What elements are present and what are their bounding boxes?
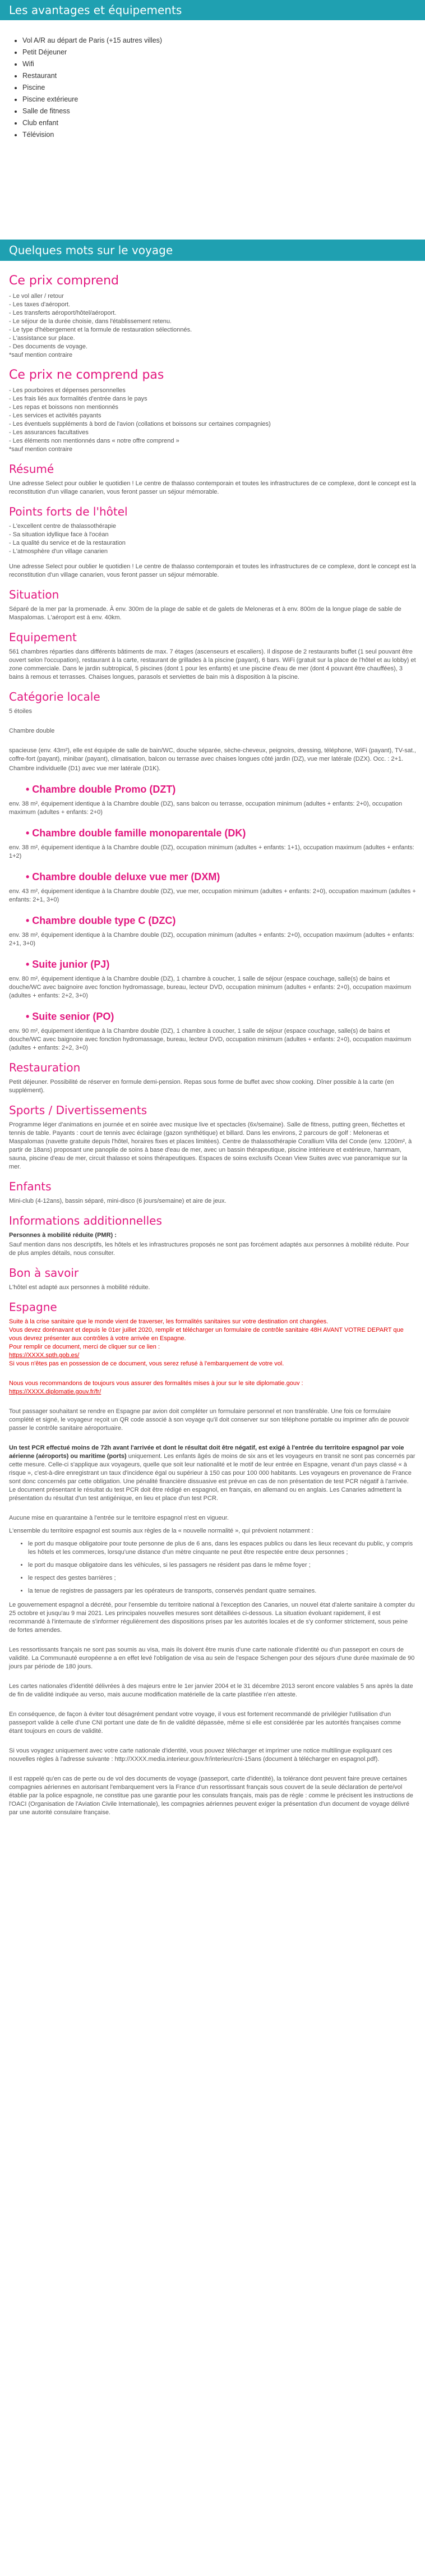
prix-ne-comprend-heading: Ce prix ne comprend pas — [9, 368, 164, 382]
advantages-banner: Les avantages et équipements — [0, 0, 425, 20]
pcr-rest: uniquement. Les enfants âgés de moins de six ans et les voyageurs en transit ne sont pas concernés par cette mesure. Celle-ci s'applique aux voyageurs, quelle que soit leur nationalité et le motif de leur entrée en Espagne, venant d'un pays classé « à risque », c'est-à-dire enregistrant un taux d'incidence égal ou supérieur à 150 cas pour 100 000 habitants. Les voyageurs en provenance de France sont donc concernés par cette obligation. Une pénalité financière dissuasive est prévue en cas de non présentation de test PCR négatif à l'arrivée. Le document présentant le résultat du test PCR doit être rédigé en espagnol, en français, en allemand ou en anglais. Les Canaries admettent la présentation du résultat d'un test antigénique, en lieu et place d'un test PCR. — [9, 1453, 415, 1502]
restauration-heading: Restauration — [9, 1061, 81, 1074]
espagne-paragraph: Si vous voyagez uniquement avec votre carte nationale d'identité, vous pouvez télécharger et imprimer une notice multilingue expliquant ces nouvelles règles à l'adresse suivante : http://XXXX.media.interieur.gouv.fr/interieur/cni-15ans (document à télécharger en espagnol.pdf). — [9, 1747, 392, 1763]
chambre-intro: spacieuse (env. 43m²), elle est équipée de salle de bain/WC, douche séparée, sèche-cheveux, peignoirs, dressing, téléphone, WiFi (payant), TV-sat., coffre-fort (payant), minibar (payant), climatisation, balcon ou terrasse avec chaises longues côté jardin (DZ), vue mer latérale (DZX). Occ. : 2+1. — [9, 747, 416, 762]
voyage-banner: Quelques mots sur le voyage — [0, 240, 425, 261]
list-line: - Le séjour de la durée choisie, dans l'établissement retenu. — [9, 318, 172, 325]
prix-comprend-list — [9, 292, 416, 360]
advantage-item: • Salle de fitness — [22, 105, 425, 117]
room-desc: env. 80 m², équipement identique à la Chambre double (DZ), 1 chambre à coucher, 1 salle de séjour (espace couchage, salle(s) de bains et douche/WC avec baignoire avec fonction hydromassage, bureau, lecteur DVD, occupation minimum (adultes + enfants: 2+0), occupation maximum (adultes + enfants: 2+2, 3+0) — [9, 976, 412, 999]
list-line: - Les éventuels suppléments à bord de l'avion (collations et boissons sur certaines compagnies) — [9, 421, 271, 427]
list-line: - La qualité du service et de la restauration — [9, 540, 126, 546]
chambre-label: Chambre double — [9, 728, 55, 734]
prix-ne-comprend-list — [9, 387, 416, 454]
rules-list — [9, 1540, 416, 1595]
espagne-warning: Vous devez dorénavant et depuis le 01er juillet 2020, remplir et télécharger un formulaire de contrôle sanitaire 48H AVANT VOTRE DEPART que vous devrez présenter aux contrôles à votre arrivée en Espagne. — [9, 1327, 404, 1342]
room-desc: env. 38 m², équipement identique à la Chambre double (DZ), occupation minimum (adultes + enfants: 2+0), occupation maximum (adultes + enfants: 2+1, 3+0) — [9, 932, 414, 947]
espagne-heading: Espagne — [9, 1300, 57, 1314]
list-line: - Les services et activités payants — [9, 412, 101, 419]
espagne-warning: Nous vous recommandons de toujours vous assurer des formalités mises à jour sur le site diplomatie.gouv : — [9, 1380, 303, 1387]
espagne-paragraph: Les ressortissants français ne sont pas soumis au visa, mais ils doivent être munis d'une carte nationale d'identité ou d'un passeport en cours de validité. La Communauté européenne a en effet levé l'obligation de visa au sein de l'espace Schengen pour des séjours d'une durée maximale de 90 jours par période de 180 jours. — [9, 1646, 415, 1670]
resume-text: Une adresse Select pour oublier le quotidien ! Le centre de thalasso contemporain et toutes les infrastructures de ce complexe, dont le concept est la reconstitution d'un village canarien, vous feront passer un séjour mémorable. — [9, 480, 416, 495]
situation-heading: Situation — [9, 588, 59, 601]
espagne-warning: Si vous n'êtes pas en possession de ce document, vous serez refusé à l'embarquement de votre vol. — [9, 1360, 284, 1367]
room-desc: env. 43 m², équipement identique à la Chambre double (DZ), vue mer, occupation minimum (adultes + enfants: 2+0), occupation maximum (adultes + enfants: 2+1, 3+0) — [9, 888, 416, 903]
room-title: • Chambre double Promo (DZT) — [26, 784, 176, 795]
espagne-paragraph: En conséquence, de façon à éviter tout désagrément pendant votre voyage, il vous est fortement recommandé de privilégier l'utilisation d'un passeport valide à celle d'une CNI portant une date de fin de validité dépassée, même si elle est considérée par les autorités françaises comme étant toujours en cours de validité. — [9, 1711, 401, 1735]
advantage-item: • Petit Déjeuner — [22, 47, 425, 58]
rule-item: • le port du masque obligatoire pour toute personne de plus de 6 ans, dans les espaces publics ou dans les lieux recevant du public, y compris les hôtels et les commerces, lorsqu'une distance d'un mètre cinquante ne peut être respectée entre deux personnes ; — [28, 1540, 416, 1557]
pcr-bold: Un test PCR effectué moins de 72h avant l'arrivée et dont le résultat doit être négatif, est exigé à l'entrée du territoire espagnol par voie aérienne (aéroports) ou maritime (ports) — [9, 1445, 404, 1460]
restauration-text: Petit déjeuner. Possibilité de réserver en formule demi-pension. Repas sous forme de buffet avec show cooking. Dîner possible à la carte (en supplément). — [9, 1079, 394, 1094]
spth-link[interactable]: https://XXXX.spth.gob.es/ — [9, 1352, 80, 1359]
chambre-intro-2: Chambre individuelle (D1) avec vue mer latérale (D1K). — [9, 765, 161, 772]
equipement-heading: Equipement — [9, 631, 77, 644]
link-line — [9, 1388, 416, 1396]
voyage-content — [0, 261, 425, 1817]
points-forts-heading: Points forts de l'hôtel — [9, 505, 128, 518]
list-line: - Les éléments non mentionnés dans « notre offre comprend » — [9, 438, 179, 444]
room-title: • Chambre double type C (DZC) — [26, 915, 176, 926]
enfants-heading: Enfants — [9, 1180, 52, 1193]
diplomatie-link[interactable]: https://XXXX.diplomatie.gouv.fr/fr/ — [9, 1388, 101, 1395]
rule-item: • le respect des gestes barrières ; — [28, 1574, 416, 1583]
advantage-item: • Wifi — [22, 58, 425, 70]
list-line: - L'atmosphère d'un village canarien — [9, 548, 108, 555]
bon-a-savoir-heading: Bon à savoir — [9, 1266, 79, 1280]
situation-text: Séparé de la mer par la promenade. À env. 300m de la plage de sable et de galets de Meloneras et à env. 800m de la longue plage de sable de Maspalomas. L'aéroport est à env. 40km. — [9, 606, 401, 621]
categorie-stars: 5 étoiles — [9, 708, 32, 715]
rule-item: • le port du masque obligatoire dans les véhicules, si les passagers ne résident pas dans le même foyer ; — [28, 1561, 416, 1570]
espagne-paragraph: L'ensemble du territoire espagnol est soumis aux règles de la « nouvelle normalité », qui prévoient notamment : — [9, 1528, 313, 1534]
list-line: - Les taxes d'aéroport. — [9, 301, 71, 308]
pmr-label: Personnes à mobilité réduite (PMR) : — [9, 1232, 117, 1239]
sports-text: Programme léger d'animations en journée et en soirée avec musique live et spectacles (6x/semaine). Salle de fitness, putting green, fléchettes et tennis de table. Payants : court de tennis avec éclairage (gazon synthétique) et billard. Dans les environs, 2 parcours de golf : Meloneras et Maspalomas (navette gratuite depuis l'hôtel, horaires fixes et places limitées). Centre de thalassothérapie Corallium Villa del Conde (env. 1200m², à partir de 18ans) proposant une panoplie de soins à base d'eau de mer, avec un bassin thérapeutique, piscine intérieure et extérieure, hammam, sauna, piscine d'eau de mer, circuit thalasso et soins thérapeutiques. Espaces de soins exclusifs Ocean View Suites avec vue panoramique sur la mer. — [9, 1121, 412, 1170]
room-desc: env. 38 m², équipement identique à la Chambre double (DZ), occupation minimum (adultes + enfants: 1+1), occupation maximum (adultes + enfants: 1+2) — [9, 844, 414, 859]
list-line: - Les transferts aéroport/hôtel/aéroport. — [9, 310, 117, 316]
enfants-text: Mini-club (4-12ans), bassin séparé, mini-disco (6 jours/semaine) et aire de jeux. — [9, 1198, 227, 1204]
sports-heading: Sports / Divertissements — [9, 1103, 147, 1117]
espagne-paragraph: Il est rappelé qu'en cas de perte ou de vol des documents de voyage (passeport, carte d'identité), la tolérance dont peuvent faire preuve certaines compagnies aériennes en autorisant l'embarquement vers la France d'un ressortissant français sous couvert de la seule déclaration de perte/vol établie par la police espagnole, ne constitue pas une garantie pour les consulats français, mais pas de règle : comme le précisent les instructions de l'OACI (Organisation de l'Aviation Civile Internationale), les compagnies aériennes peuvent exiger la présentation d'un document de voyage délivré par une autorité consulaire française. — [9, 1775, 413, 1816]
list-line: - Des documents de voyage. — [9, 343, 88, 350]
room-title: • Suite junior (PJ) — [26, 959, 110, 970]
list-line: - Le vol aller / retour — [9, 293, 64, 300]
list-line: - Le type d'hébergement et la formule de restauration sélectionnés. — [9, 326, 192, 333]
espagne-paragraph: Aucune mise en quarantaine à l'entrée sur le territoire espagnol n'est en vigueur. — [9, 1515, 229, 1521]
room-desc: env. 90 m², équipement identique à la Chambre double (DZ), 1 chambre à coucher, 1 salle de séjour (espace couchage, salle(s) de bains et douche/WC avec baignoire avec fonction hydromassage, bureau, lecteur DVD, occupation minimum (adultes + enfants: 2+0), occupation maximum (adultes + enfants: 2+2, 3+0) — [9, 1028, 412, 1051]
list-line: - Les repas et boissons non mentionnés — [9, 404, 119, 411]
list-line: *sauf mention contraire — [9, 446, 73, 453]
categorie-heading: Catégorie locale — [9, 690, 100, 703]
infos-heading: Informations additionnelles — [9, 1214, 162, 1227]
prix-comprend-heading: Ce prix comprend — [9, 274, 119, 288]
room-title: • Suite senior (PO) — [26, 1011, 114, 1022]
list-line: - Les pourboires et dépenses personnelles — [9, 387, 126, 394]
advantage-item: • Télévision — [22, 129, 425, 141]
resume-heading: Résumé — [9, 462, 54, 476]
advantage-item: • Piscine extérieure — [22, 94, 425, 105]
advantage-item: • Club enfant — [22, 117, 425, 129]
link-line — [9, 1351, 416, 1360]
room-title: • Chambre double deluxe vue mer (DXM) — [26, 871, 220, 882]
advantage-item: • Restaurant — [22, 70, 425, 82]
list-line: - L'excellent centre de thalassothérapie — [9, 523, 117, 530]
room-desc: env. 38 m², équipement identique à la Chambre double (DZ), sans balcon ou terrasse, occupation minimum (adultes + enfants: 2+0), occupation maximum (adultes + enfants: 2+0) — [9, 801, 403, 816]
advantage-item: • Piscine — [22, 82, 425, 94]
list-line: - Les frais liés aux formalités d'entrée dans le pays — [9, 395, 147, 402]
bon-a-savoir-text: L'hôtel est adapté aux personnes à mobilité réduite. — [9, 1284, 150, 1291]
pmr-text: Sauf mention dans nos descriptifs, les hôtels et les infrastructures proposés ne sont pas forcément adaptés aux personnes à mobilité réduite. Pour de plus amples détails, nous consulter. — [9, 1241, 409, 1257]
advantages-list — [0, 35, 425, 141]
list-line: - Sa situation idyllique face à l'océan — [9, 531, 109, 538]
points-forts-list — [9, 522, 416, 556]
points-forts-text: Une adresse Select pour oublier le quotidien ! Le centre de thalasso contemporain et toutes les infrastructures de ce complexe, dont le concept est la reconstitution d'un village canarien, vous feront passer un séjour mémorable. — [9, 563, 416, 578]
list-line: - L'assistance sur place. — [9, 335, 75, 342]
espagne-paragraph: Tout passager souhaitant se rendre en Espagne par avion doit compléter un formulaire personnel et non transférable. Une fois ce formulaire complété et signé, le voyageur reçoit un QR code associé à son voyage qu'il doit conserver sur son téléphone portable ou imprimer afin de pouvoir passer le contrôle sanitaire aéroportuaire. — [9, 1408, 409, 1432]
espagne-paragraph: Le gouvernement espagnol a décrété, pour l'ensemble du territoire national à l'exception des Canaries, un nouvel état d'alerte sanitaire à compter du 25 octobre et jusqu'au 9 mai 2021. Les principales nouvelles mesures sont détaillées ci-dessous. La situation évoluant rapidement, il est recommandé à l'internaute de s'informer régulièrement des dispositions prises par les autorités locales et de s'y conformer strictement, sous peine de fortes amendes. — [9, 1602, 415, 1634]
equipement-text: 561 chambres réparties dans différents bâtiments de max. 7 étages (ascenseurs et escaliers). Il dispose de 2 restaurants buffet (1 seul pouvant être ouvert selon l'occupation), restaurant à la carte, restaurant de grillades à la piscine (payant), 6 bars. WiFi (gratuit sur la place de l'hôtel et au lobby) et zone commerciale. Dans le jardin subtropical, 5 piscines (dont 1 pour les enfants) et une piscine d'eau de mer (dont 4 pouvant être chauffées), 3 bains à remous et terrasses. Chaises longues, parasols et serviettes de bain mis à disposition à la piscine. — [9, 648, 416, 680]
list-line: *sauf mention contraire — [9, 352, 73, 358]
espagne-paragraph: Les cartes nationales d'identité délivrées à des majeurs entre le 1er janvier 2004 et le 31 décembre 2013 seront encore valables 5 ans après la date de fin de validité indiquée au verso, mais aucune modification matérielle de la carte plastifiée n'en atteste. — [9, 1683, 413, 1698]
room-title: • Chambre double famille monoparentale (DK) — [26, 827, 246, 839]
list-line: - Les assurances facultatives — [9, 429, 89, 436]
espagne-warning: Suite à la crise sanitaire que le monde vient de traverser, les formalités sanitaires sur votre destination ont changées. — [9, 1318, 329, 1325]
rule-item: • la tenue de registres de passagers par les opérateurs de transports, conservés pendant quatre semaines. — [28, 1587, 416, 1595]
advantage-item: • Vol A/R au départ de Paris (+15 autres villes) — [22, 35, 425, 47]
espagne-pcr-paragraph — [9, 1444, 416, 1503]
espagne-warning: Pour remplir ce document, merci de cliquer sur ce lien : — [9, 1344, 160, 1350]
